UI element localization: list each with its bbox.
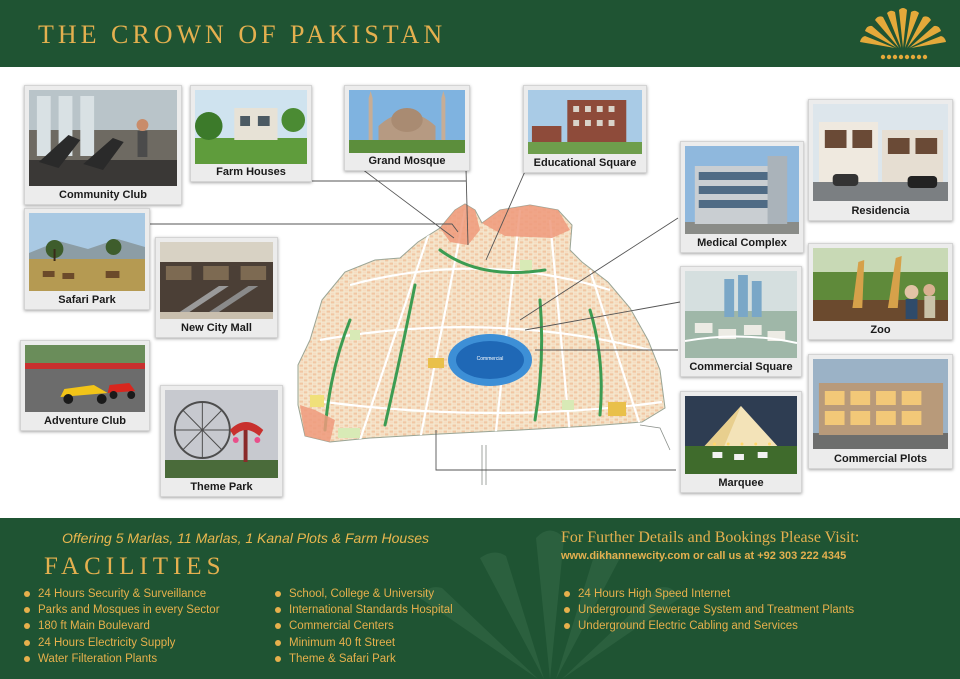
- farm-houses-photo: [195, 90, 307, 164]
- safari-park-label: Safari Park: [58, 294, 116, 306]
- facility-item: School, College & University: [273, 586, 453, 602]
- residencia-photo: [813, 104, 948, 201]
- commercial-plots-label: Commercial Plots: [834, 453, 927, 465]
- marquee-label: Marquee: [718, 477, 764, 489]
- amenity-card-safari-park[interactable]: [24, 208, 150, 310]
- facilities-title: FACILITIES: [44, 553, 226, 580]
- facility-item: Theme & Safari Park: [273, 651, 453, 667]
- facility-item: Underground Electric Cabling and Services: [562, 618, 854, 634]
- community-club-photo: [29, 90, 177, 186]
- medical-complex-label: Medical Complex: [697, 237, 787, 249]
- farm-houses-label: Farm Houses: [216, 166, 286, 178]
- amenity-card-theme-park[interactable]: [160, 385, 283, 497]
- new-city-mall-label: New City Mall: [181, 322, 252, 334]
- brand-title: THE CROWN OF PAKISTAN: [38, 20, 447, 49]
- facility-item: Minimum 40 ft Street: [273, 635, 453, 651]
- amenity-card-medical-complex[interactable]: [680, 141, 804, 253]
- zoo-photo: [813, 248, 948, 321]
- golden-palm-crown-logo-icon: [855, 4, 951, 64]
- facilities-list-3: [562, 586, 854, 635]
- theme-park-photo: [165, 390, 278, 478]
- commercial-square-label: Commercial Square: [689, 361, 793, 373]
- amenity-card-educational-square[interactable]: [523, 85, 647, 173]
- contact-title: For Further Details and Bookings Please Visit:: [561, 529, 860, 546]
- amenity-card-commercial-square[interactable]: [680, 266, 802, 377]
- amenity-card-zoo[interactable]: [808, 243, 953, 340]
- educational-square-label: Educational Square: [533, 157, 637, 169]
- amenity-card-farm-houses[interactable]: [190, 85, 312, 182]
- adventure-club-photo: [25, 345, 145, 412]
- facility-item: 180 ft Main Boulevard: [22, 618, 220, 634]
- marquee-photo: [685, 396, 797, 474]
- safari-park-photo: [29, 213, 145, 291]
- amenity-card-residencia[interactable]: [808, 99, 953, 221]
- grand-mosque-photo: [349, 90, 465, 153]
- facilities-list-2: [273, 586, 453, 667]
- offering-text: Offering 5 Marlas, 11 Marlas, 1 Kanal Plots & Farm Houses: [62, 530, 429, 546]
- new-city-mall-photo: [160, 242, 273, 319]
- amenity-card-marquee[interactable]: [680, 391, 802, 493]
- grand-mosque-label: Grand Mosque: [368, 155, 446, 167]
- facility-item: Underground Sewerage System and Treatment Plants: [562, 602, 854, 618]
- header-banner: [0, 0, 960, 67]
- commercial-plots-photo: [813, 359, 948, 449]
- facility-item: 24 Hours High Speed Internet: [562, 586, 854, 602]
- zoo-label: Zoo: [870, 324, 891, 336]
- facilities-list-1: [22, 586, 220, 667]
- footer-panel: [0, 518, 960, 679]
- master-plan-map[interactable]: [290, 190, 680, 490]
- adventure-club-label: Adventure Club: [44, 415, 126, 427]
- facility-item: Water Filteration Plants: [22, 651, 220, 667]
- theme-park-label: Theme Park: [190, 481, 253, 493]
- educational-square-photo: [528, 90, 642, 154]
- amenity-card-adventure-club[interactable]: [20, 340, 150, 431]
- amenity-card-commercial-plots[interactable]: [808, 354, 953, 469]
- facility-item: Commercial Centers: [273, 618, 453, 634]
- amenity-card-community-club[interactable]: [24, 85, 182, 205]
- amenity-card-new-city-mall[interactable]: [155, 237, 278, 338]
- residencia-label: Residencia: [851, 205, 910, 217]
- facility-item: Parks and Mosques in every Sector: [22, 602, 220, 618]
- community-club-label: Community Club: [59, 189, 147, 201]
- amenity-card-grand-mosque[interactable]: [344, 85, 470, 171]
- facility-item: 24 Hours Security & Surveillance: [22, 586, 220, 602]
- lake-label: Commercial: [476, 356, 504, 362]
- contact-website-phone[interactable]: www.dikhannewcity.com or call us at +92 303 222 4345: [561, 550, 847, 562]
- medical-complex-photo: [685, 146, 799, 234]
- commercial-square-photo: [685, 271, 797, 358]
- facility-item: International Standards Hospital: [273, 602, 453, 618]
- facility-item: 24 Hours Electricity Supply: [22, 635, 220, 651]
